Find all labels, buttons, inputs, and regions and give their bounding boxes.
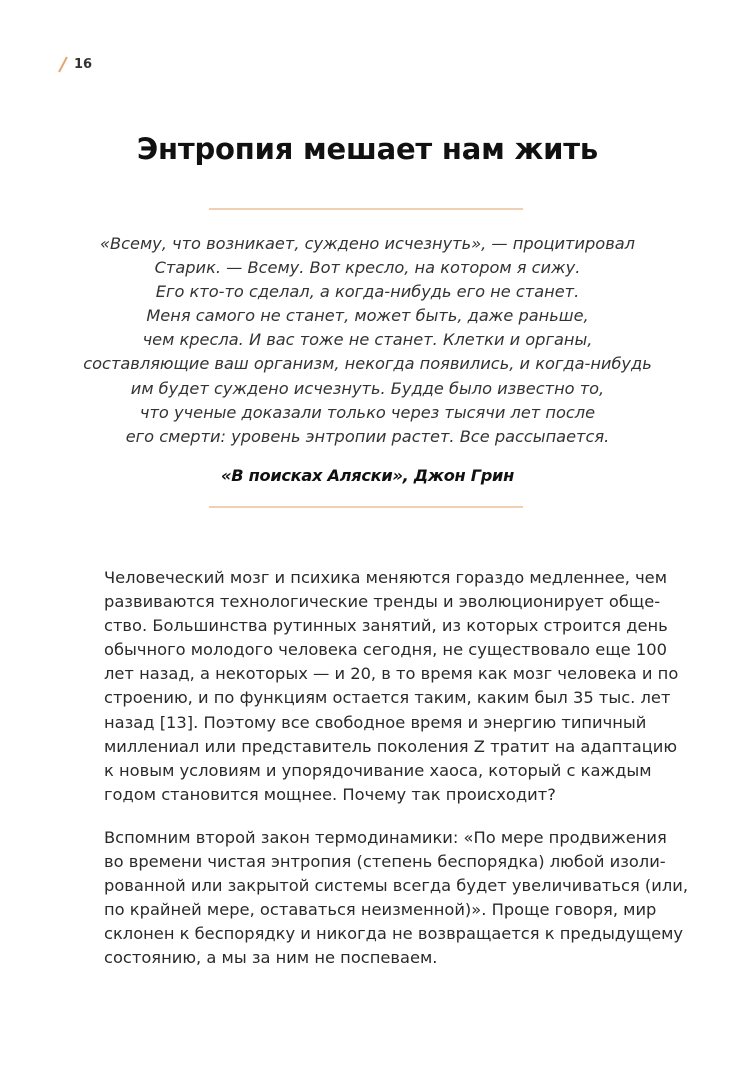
epigraph-line: Его кто-то сделал, а когда-нибудь его не станет. [155,282,580,302]
paragraph-line: Человеческий мозг и психика меняются гораздо медленнее, чем [104,568,667,587]
paragraph-line: к новым условиям и упорядочивание хаоса, который с каждым [104,760,652,780]
paragraph-line: миллениал или представитель поколения Z тратит на адаптацию [104,736,678,756]
epigraph-line: что ученые доказали только через тысячи лет после [139,402,596,422]
paragraph-line: обычного молодого человека сегодня, не существовало еще 100 [104,640,667,660]
body-paragraph-2 [104,826,689,971]
epigraph-line: им будет суждено исчезнуть. Будде было известно то, [130,378,605,398]
epigraph-bottom-divider [209,506,523,508]
paragraph-line: по крайней мере, оставаться неизменной)». Проще говоря, мир [104,900,657,920]
epigraph-source: «В поисках Аляски», Джон Грин [221,466,514,485]
body-paragraph-1 [104,566,679,807]
page-title: Энтропия мешает нам жить [136,132,599,166]
epigraph-line: Меня самого не станет, может быть, даже раньше, [146,306,589,326]
epigraph-top-divider [209,208,523,210]
epigraph-line: чем кресла. И вас тоже не станет. Клетки и органы, [142,330,593,350]
paragraph-line: развиваются технологические тренды и эволюционирует обще- [104,592,661,612]
paragraph-line: годом становится мощнее. Почему так происходит? [104,784,556,804]
epigraph-line: Старик. — Всему. Вот кресло, на котором я сижу. [154,258,581,278]
epigraph-quote [60,232,675,449]
epigraph-line: составляющие ваш организм, некогда появились, и когда-нибудь [83,354,652,374]
epigraph-line: его смерти: уровень энтропии растет. Все рассыпается. [125,426,610,446]
paragraph-line: состоянию, а мы за ним не поспеваем. [104,948,438,968]
paragraph-line: Вспомним второй закон термодинамики: «По мере продвижения [104,828,667,847]
epigraph-line: «Всему, что возникает, суждено исчезнуть», — процитировал [100,234,635,253]
paragraph-line: склонен к беспорядку и никогда не возвращается к предыдущему [104,924,684,944]
paragraph-line: лет назад, а некоторых — и 20, в то время как мозг человека и по [104,664,679,684]
page-number [62,56,92,73]
paragraph-line: во времени чистая энтропия (степень беспорядка) любой изоли- [104,852,666,872]
paragraph-line: строению, и по функциям остается таким, каким был 35 тыс. лет [104,688,671,708]
page-number-accent-icon [58,57,68,73]
paragraph-line: рованной или закрытой системы всегда будет увеличиваться (или, [104,876,689,896]
paragraph-line: ство. Большинства рутинных занятий, из которых строится день [104,616,668,636]
page-number-label: 16 [74,57,93,72]
paragraph-line: назад [13]. Поэтому все свободное время и энергию типичный [104,712,647,732]
